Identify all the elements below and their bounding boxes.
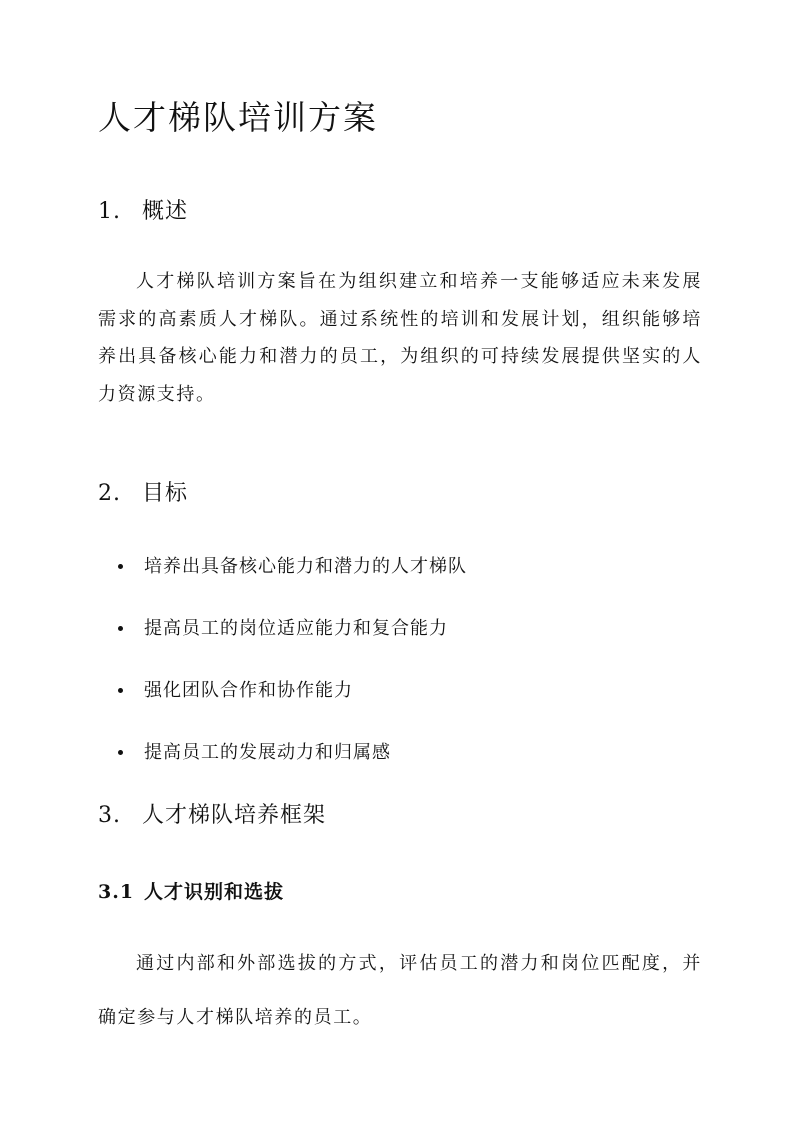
bullet-icon [118, 750, 123, 755]
list-item-text: 提高员工的岗位适应能力和复合能力 [144, 618, 448, 639]
section-number: 3. [98, 803, 121, 828]
list-item-text: 强化团队合作和协作能力 [144, 680, 353, 701]
bullet-icon [118, 626, 123, 631]
list-item-text: 培养出具备核心能力和潜力的人才梯队 [144, 556, 467, 577]
section-title: 目标 [142, 481, 189, 506]
list-item [98, 672, 467, 734]
list-item [98, 734, 467, 796]
goals-list [98, 548, 467, 796]
overview-paragraph: 人才梯队培训方案旨在为组织建立和培养一支能够适应未来发展需求的高素质人才梯队。通过系统性的培训和发展计划，组织能够培养出具备核心能力和潜力的员工，为组织的可持续发展提供坚实的人力资源支持。 [98, 271, 702, 405]
bullet-icon [118, 688, 123, 693]
section-number: 2. [98, 481, 121, 506]
subsection-number: 3.1 [98, 881, 135, 903]
section-heading-goals [98, 478, 188, 510]
subsection-heading-identification [98, 878, 284, 906]
list-item [98, 548, 467, 610]
section-heading-overview [98, 196, 188, 228]
subsection-title: 人才识别和选拔 [144, 881, 285, 903]
section-title: 人才梯队培养框架 [142, 803, 327, 828]
section-number: 1. [98, 199, 121, 224]
document-title: 人才梯队培训方案 [98, 98, 378, 137]
identification-paragraph: 通过内部和外部选拔的方式，评估员工的潜力和岗位匹配度，并确定参与人才梯队培养的员工。 [98, 953, 702, 1028]
section-title: 概述 [142, 199, 189, 224]
section-heading-framework [98, 800, 326, 832]
bullet-icon [118, 564, 123, 569]
list-item [98, 610, 467, 672]
list-item-text: 提高员工的发展动力和归属感 [144, 742, 391, 763]
